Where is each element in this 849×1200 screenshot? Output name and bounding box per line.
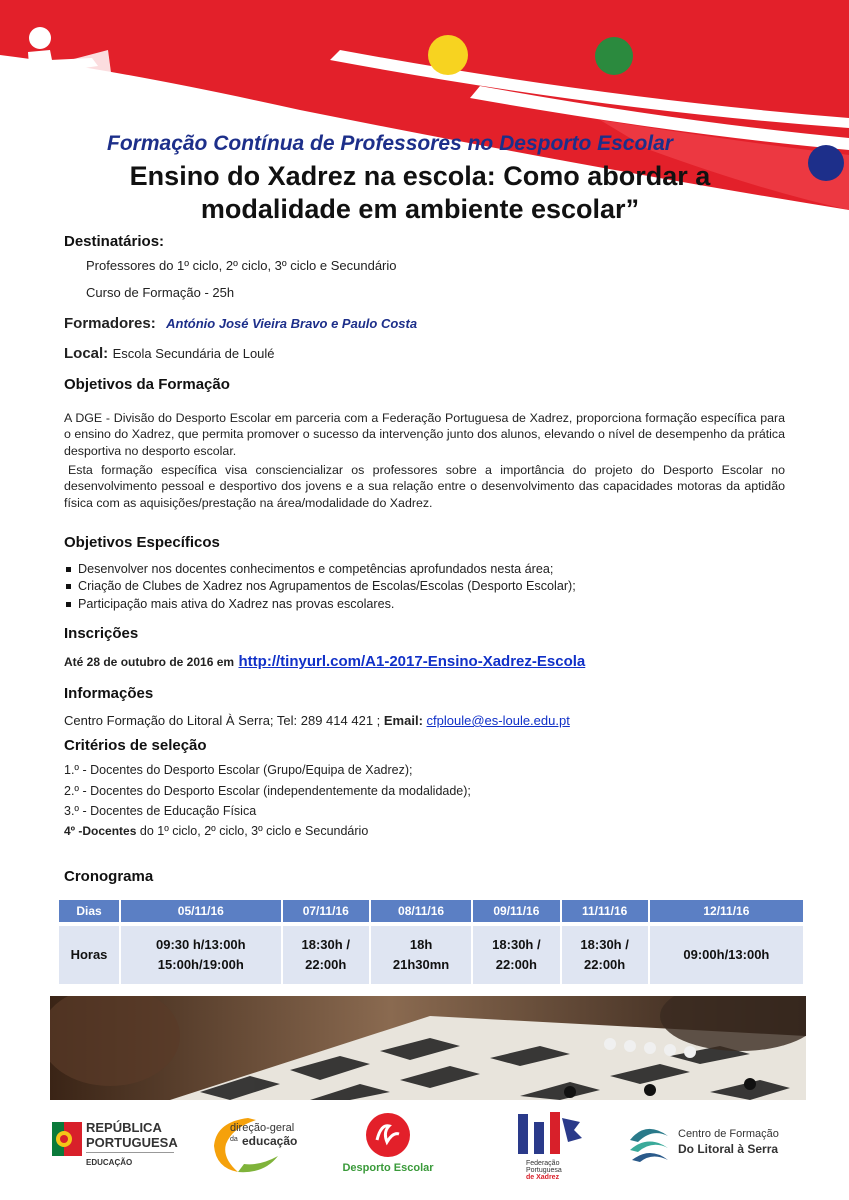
table-row: [59, 926, 803, 984]
table-header-date: 07/11/16: [283, 900, 369, 922]
desporto-escolar-text: Desporto Escolar: [342, 1162, 434, 1174]
flag-emblem-icon: [52, 1122, 82, 1156]
inscricoes-date: Até 28 de outubro de 2016 em: [64, 655, 235, 669]
objetivos-paragraph-2: Esta formação específica visa consciencializar os professores sobre a importância do projeto do Desporto Escolar no desenvolvimento pessoal e desportivo dos jovens e a sua relação entre o desenvolvimento das capacidades motoras da aptidão física com as aquisições/prestação na área/modalidade do Xadrez.: [64, 463, 785, 510]
table-header-dias: Dias: [59, 900, 119, 922]
table-header-date: 11/11/16: [562, 900, 648, 922]
title-line-2: modalidade em ambiente escolar”: [200, 194, 640, 224]
page-title: [60, 160, 780, 226]
fpx-line-1: Federação: [526, 1160, 560, 1167]
local: [64, 345, 275, 363]
dge-logo: [208, 1112, 308, 1176]
table-header-date: 12/11/16: [650, 900, 803, 922]
formadores-label: Formadores:: [64, 315, 156, 332]
table-cell: 09:30 h/13:00h 15:00h/19:00h: [121, 926, 281, 984]
formadores: [64, 315, 417, 333]
fpx-line-2: Portuguesa: [526, 1167, 562, 1174]
criterio-4-rest: do 1º ciclo, 2º ciclo, 3º ciclo e Secundário: [136, 824, 369, 838]
criterios-title: Critérios de seleção: [64, 737, 207, 754]
table-row: [59, 900, 803, 922]
inscricoes-line: [64, 653, 585, 671]
cronograma-title: Cronograma: [64, 868, 154, 885]
desporto-escolar-logo: [333, 1112, 443, 1178]
email-label: Email:: [383, 713, 423, 728]
local-value: Escola Secundária de Loulé: [112, 346, 275, 361]
table-cell: 18h 21h30mn: [371, 926, 471, 984]
fpx-line-3: de Xadrez: [526, 1174, 560, 1181]
criterio-1: 1.º - Docentes do Desporto Escolar (Grupo/Equipa de Xadrez);: [64, 763, 413, 777]
list-item: Criação de Clubes de Xadrez nos Agrupamentos de Escolas/Escolas (Desporto Escolar);: [64, 578, 804, 595]
table-header-date: 09/11/16: [473, 900, 559, 922]
wave-emblem-icon: [626, 1120, 672, 1168]
informacoes-line: [64, 713, 570, 728]
cf-line-1: Centro de Formação: [678, 1128, 779, 1140]
objetivos-paragraph-1: A DGE - Divisão do Desporto Escolar em parceria com a Federação Portuguesa de Xadrez, proporciona formação específica para o ensino do Xadrez, que permita promover o sucesso da intervenção junto dos alunos, elevando o nível de desempenho da prática desportiva no desporto escolar.: [64, 411, 785, 458]
destinatarios-label: Destinatários:: [64, 233, 165, 250]
formadores-names: António José Vieira Bravo e Paulo Costa: [166, 316, 418, 331]
table-cell: 09:00h/13:00h: [650, 926, 803, 984]
email-link[interactable]: cfploule@es-loule.edu.pt: [426, 713, 570, 728]
destinatarios-line-2: Curso de Formação - 25h: [86, 285, 235, 300]
rep-line-3: EDUCAÇÃO: [86, 1158, 133, 1167]
schedule-table: [57, 900, 805, 984]
cf-line-2: Do Litoral à Serra: [678, 1142, 779, 1156]
dge-line-2: educação: [242, 1134, 298, 1148]
rep-line-1: REPÚBLICA: [86, 1120, 162, 1135]
destinatarios-line-1: Professores do 1º ciclo, 2º ciclo, 3º ciclo e Secundário: [86, 258, 397, 273]
especificos-list: [64, 561, 804, 613]
criterio-3: 3.º - Docentes de Educação Física: [64, 804, 257, 818]
criterio-4-bold: 4º -Docentes: [64, 824, 137, 838]
informacoes-title: Informações: [64, 685, 154, 702]
table-cell: 18:30h / 22:00h: [283, 926, 369, 984]
contact-text: Centro Formação do Litoral À Serra; Tel: 289 414 421 ;: [64, 713, 384, 728]
title-line-1: Ensino do Xadrez na escola: Como abordar a: [129, 161, 711, 191]
row-label-horas: Horas: [59, 926, 119, 984]
table-cell: 18:30h / 22:00h: [562, 926, 648, 984]
especificos-title: Objetivos Específicos: [64, 534, 220, 551]
chess-photo: [50, 996, 806, 1100]
table-header-date: 08/11/16: [371, 900, 471, 922]
fpx-logo: [512, 1108, 592, 1182]
rep-line-2: PORTUGUESA: [86, 1135, 178, 1150]
inscricoes-title: Inscrições: [64, 625, 139, 642]
dge-small: da: [230, 1136, 238, 1143]
subtitle: Formação Contínua de Professores no Desporto Escolar: [107, 132, 673, 155]
chess-board-image: [50, 996, 806, 1100]
local-label: Local:: [64, 345, 109, 362]
republica-portuguesa-logo: [52, 1118, 192, 1178]
centro-formacao-logo: [626, 1118, 796, 1172]
chess-knight-icon: [512, 1108, 592, 1160]
list-item: Participação mais ativa do Xadrez nas provas escolares.: [64, 596, 804, 613]
criterio-2: 2.º - Docentes do Desporto Escolar (independentemente da modalidade);: [64, 784, 471, 798]
table-cell: 18:30h / 22:00h: [473, 926, 559, 984]
registration-link[interactable]: http://tinyurl.com/A1-2017-Ensino-Xadrez-Escola: [238, 653, 586, 670]
dge-line-1: direção-geral: [230, 1122, 295, 1134]
objetivos-title: Objetivos da Formação: [64, 376, 230, 393]
desporto-escolar-emblem-icon: [363, 1112, 413, 1158]
table-header-date: 05/11/16: [121, 900, 281, 922]
criterio-4: [64, 824, 368, 838]
list-item: Desenvolver nos docentes conhecimentos e competências aprofundados nesta área;: [64, 561, 804, 578]
